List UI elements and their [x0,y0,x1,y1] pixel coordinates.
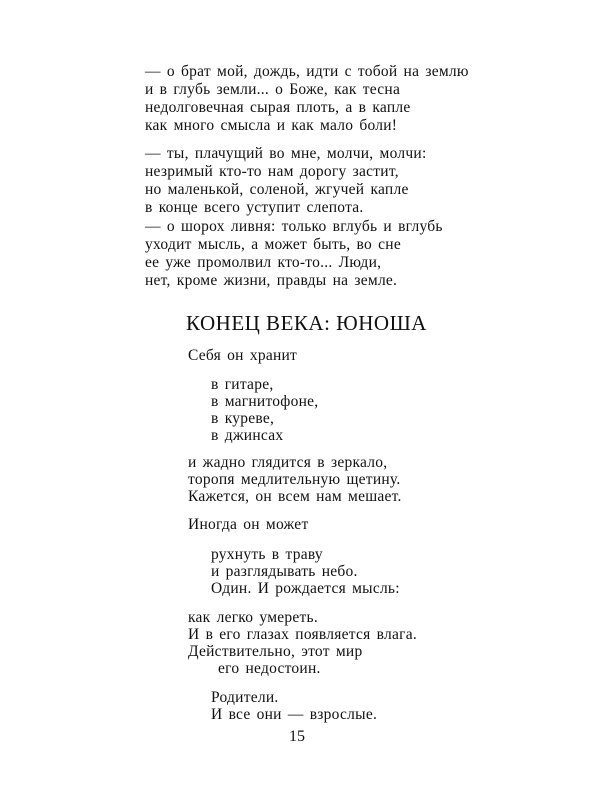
verse-line: Действительно, этот мир [188,643,363,660]
verse-line: и в глубь земли... о Боже, как тесна [145,81,401,98]
page-number: 15 [289,728,305,745]
verse-line: Иногда он может [188,516,309,533]
verse-line: как много смысла и как мало боли! [145,117,398,134]
verse-line: Себя он хранит [188,347,298,364]
verse-line: нет, кроме жизни, правды на земле. [145,272,398,289]
verse-line: — о шорох ливня: только вглубь и вглубь [145,218,443,235]
verse-line: торопя медлительную щетину. [188,471,401,488]
verse-line: в гитаре, [211,376,274,393]
verse-line: и разглядывать небо. [211,563,358,580]
verse-line: — о брат мой, дождь, идти с тобой на землю [145,63,469,80]
verse-line: Кажется, он всем нам мешает. [188,488,402,505]
verse-line: — ты, плачущий во мне, молчи, молчи: [145,145,427,162]
verse-line: рухнуть в траву [211,546,323,563]
verse-line: ее уже промолвил кто-то... Люди, [145,254,382,271]
verse-line: незримый кто-то нам дорогу застит, [145,163,399,180]
verse-line: в джинсах [211,427,284,444]
verse-line: в куреве, [211,410,275,427]
verse-line: И все они — взрослые. [211,706,378,723]
verse-line: в конце всего уступит слепота. [145,199,364,216]
verse-line: уходит мысль, а может быть, во сне [145,236,401,253]
poem-title: КОНЕЦ ВЕКА: ЮНОША [186,311,427,335]
verse-line: Родители. [211,689,279,706]
verse-line: в магнитофоне, [211,393,319,410]
verse-line: и жадно глядится в зеркало, [188,454,388,471]
verse-line: но маленькой, соленой, жгучей капле [145,181,409,198]
verse-line: его недостоин. [218,660,321,677]
verse-line: недолговечная сырая плоть, а в капле [145,99,411,116]
verse-line: как легко умереть. [188,609,319,626]
verse-line: И в его глазах появляется влага. [188,626,417,643]
verse-line: Один. И рождается мысль: [211,580,400,597]
